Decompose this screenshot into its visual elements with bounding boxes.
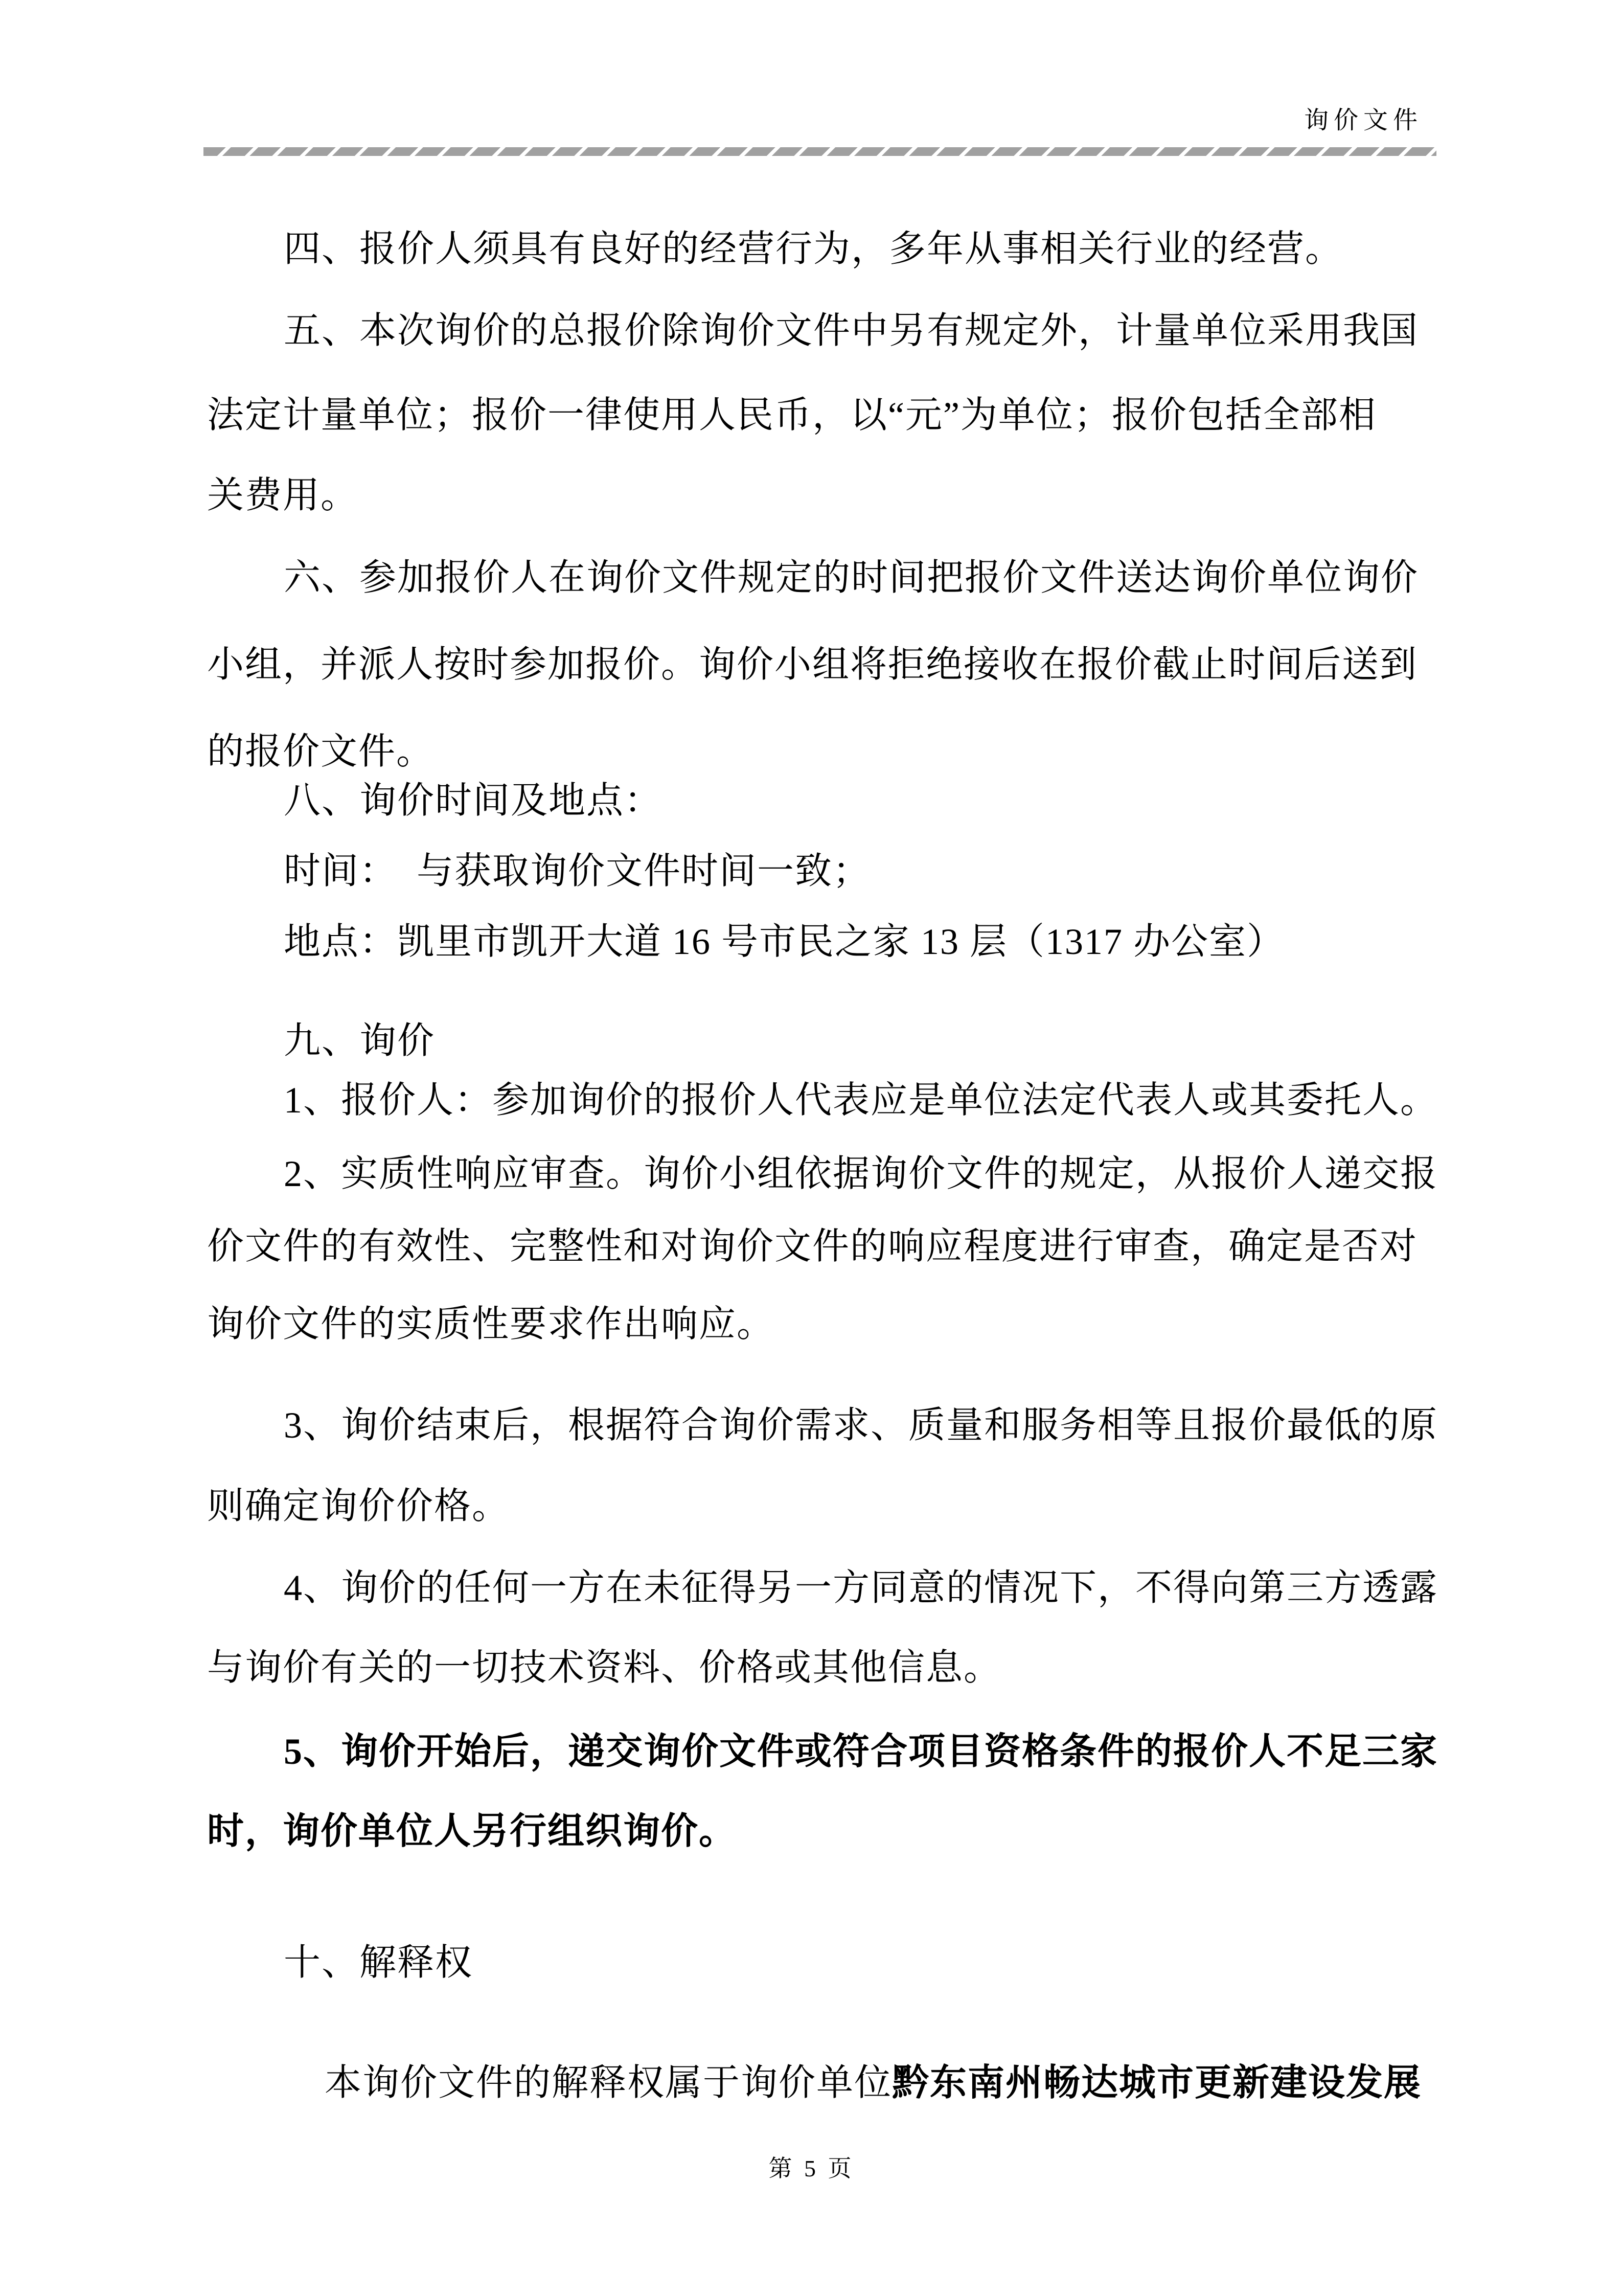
body-line-item4: 四、报价人须具有良好的经营行为，多年从事相关行业的经营。: [284, 229, 1343, 269]
header-hatched-divider: [203, 147, 1436, 156]
body-line-sub2: 2、实质性响应审查。询价小组依据询价文件的规定，从报价人递交报: [284, 1153, 1438, 1194]
page-number-footer: 第 5 页: [768, 2155, 855, 2181]
body-line-item5: 五、本次询价的总报价除询价文件中另有规定外，计量单位采用我国: [284, 310, 1419, 351]
body-line-time: 时间： 与获取询价文件时间一致；: [284, 851, 871, 892]
body-line-item6: 六、参加报价人在询价文件规定的时间把报价文件送达询价单位询价: [284, 557, 1419, 598]
body-line-sub5-cont1: 时，询价单位人另行组织询价。: [207, 1811, 737, 1852]
closing-bold-company-name: 黔东南州畅达城市更新建设发展: [892, 2062, 1422, 2103]
body-line-item10: 十、解释权: [284, 1942, 473, 1983]
body-line-sub2-cont2: 询价文件的实质性要求作出响应。: [207, 1304, 775, 1345]
body-line-sub4: 4、询价的任何一方在未征得另一方同意的情况下，不得向第三方透露: [284, 1567, 1438, 1608]
body-line-sub2-cont1: 价文件的有效性、完整性和对询价文件的响应程度进行审查，确定是否对: [207, 1226, 1418, 1267]
body-line-sub5: 5、询价开始后，递交询价文件或符合项目资格条件的报价人不足三家: [284, 1731, 1438, 1772]
body-line-item5-cont1: 法定计量单位；报价一律使用人民币，以“元”为单位；报价包括全部相: [207, 395, 1377, 436]
body-line-location: 地点：凯里市凯开大道 16 号市民之家 13 层（1317 办公室）: [284, 921, 1285, 962]
body-line-item8: 八、询价时间及地点：: [284, 780, 662, 821]
body-line-item6-cont1: 小组，并派人按时参加报价。询价小组将拒绝接收在报价截止时间后送到: [207, 644, 1418, 685]
body-line-item9: 九、询价: [284, 1020, 436, 1061]
body-line-item6-cont2: 的报价文件。: [207, 731, 435, 772]
body-line-closing: [284, 2014, 1422, 2152]
body-line-item5-cont2: 关费用。: [207, 475, 359, 516]
body-line-sub1: 1、报价人：参加询价的报价人代表应是单位法定代表人或其委托人。: [284, 1080, 1438, 1121]
page-header-title: 询价文件: [1304, 107, 1423, 134]
body-line-sub4-cont1: 与询价有关的一切技术资料、价格或其他信息。: [207, 1647, 1002, 1688]
closing-normal-text: 本询价文件的解释权属于询价单位: [325, 2062, 893, 2103]
body-line-sub3: 3、询价结束后，根据符合询价需求、质量和服务相等且报价最低的原: [284, 1405, 1438, 1446]
body-line-sub3-cont1: 则确定询价价格。: [207, 1486, 510, 1527]
